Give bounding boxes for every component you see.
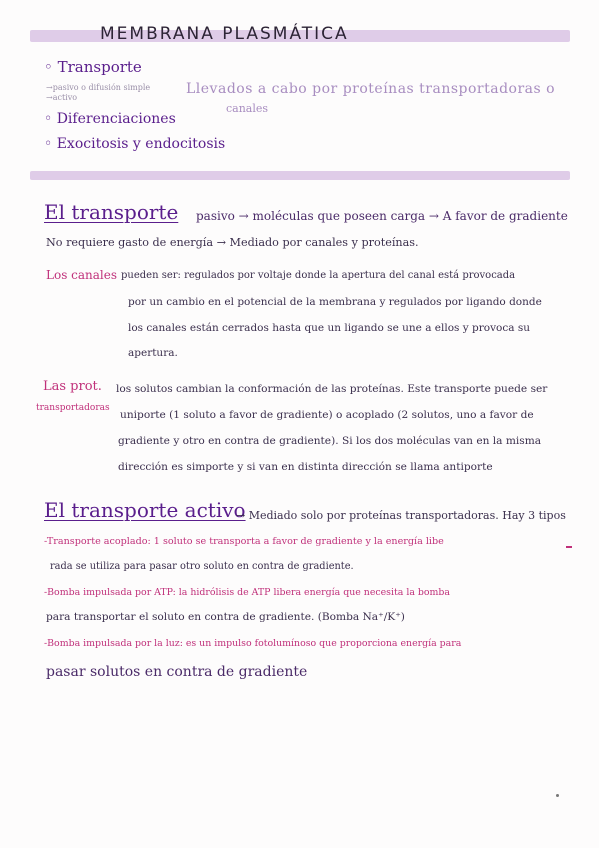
prot-line-3: gradiente y otro en contra de gradiente). Si los dos moléculas van en la misma xyxy=(118,435,542,447)
pasivo-line2: No requiere gasto de energía → Mediado por canales y proteínas. xyxy=(46,236,419,249)
canales-line-1: pueden ser: regulados por voltaje donde la apertura del canal está provocada xyxy=(121,270,516,281)
pasivo-heading-rest: pasivo → moléculas que poseen carga → A favor de gradiente xyxy=(196,209,568,223)
outline-pasivo: →pasivo o difusión simple xyxy=(46,83,151,92)
outline-transporte: ◦ Transporte xyxy=(44,58,142,76)
prot-line-1: los solutos cambian la conformación de las proteínas. Este transporte puede ser xyxy=(116,383,548,395)
atp-line-2: para transportar el soluto en contra de gradiente. (Bomba Na⁺/K⁺) xyxy=(46,611,405,623)
prot-line-2: uniporte (1 soluto a favor de gradiente) o acoplado (2 solutos, uno a favor de xyxy=(120,409,534,421)
pasivo-heading-label: El transporte xyxy=(44,200,179,224)
outline-llevados: Llevados a cabo por proteínas transportadoras o xyxy=(186,81,556,97)
canales-label: Los canales xyxy=(46,268,118,282)
activo-heading-label: El transporte activo xyxy=(44,498,246,522)
luz-line-1: -Bomba impulsada por la luz: es un impulso fotolumínoso que proporciona energía para xyxy=(44,638,462,649)
canales-line-4: apertura. xyxy=(128,347,178,359)
prot-label-2: transportadoras xyxy=(36,403,110,413)
acoplado-line-2: rada se utiliza para pasar otro soluto en contra de gradiente. xyxy=(50,561,354,572)
canales-line-3: los canales están cerrados hasta que un ligando se une a ellos y provoca su xyxy=(128,322,530,334)
canales-line-2: por un cambio en el potencial de la membrana y regulados por ligando donde xyxy=(128,296,542,308)
outline-activo: →activo xyxy=(46,93,78,102)
prot-label: Las prot. xyxy=(43,379,102,394)
margin-mark xyxy=(566,546,572,548)
activo-heading-rest: → Mediado solo por proteínas transportadoras. Hay 3 tipos xyxy=(236,509,566,522)
page-dot xyxy=(556,794,559,797)
outline-diferenciaciones: ◦ Diferenciaciones xyxy=(44,111,176,127)
page-title: MEMBRANA PLASMÁTICA xyxy=(100,24,349,44)
outline-canales: canales xyxy=(226,102,269,115)
prot-line-4: dirección es simporte y si van en distinta dirección se llama antiporte xyxy=(118,461,493,473)
luz-line-2: pasar solutos en contra de gradiente xyxy=(46,664,308,680)
section-divider xyxy=(30,171,570,180)
acoplado-line-1: -Transporte acoplado: 1 soluto se transporta a favor de gradiente y la energía libe xyxy=(44,536,444,547)
atp-line-1: -Bomba impulsada por ATP: la hidrólisis de ATP libera energía que necesita la bomba xyxy=(44,587,451,598)
outline-exocitosis: ◦ Exocitosis y endocitosis xyxy=(44,136,226,152)
